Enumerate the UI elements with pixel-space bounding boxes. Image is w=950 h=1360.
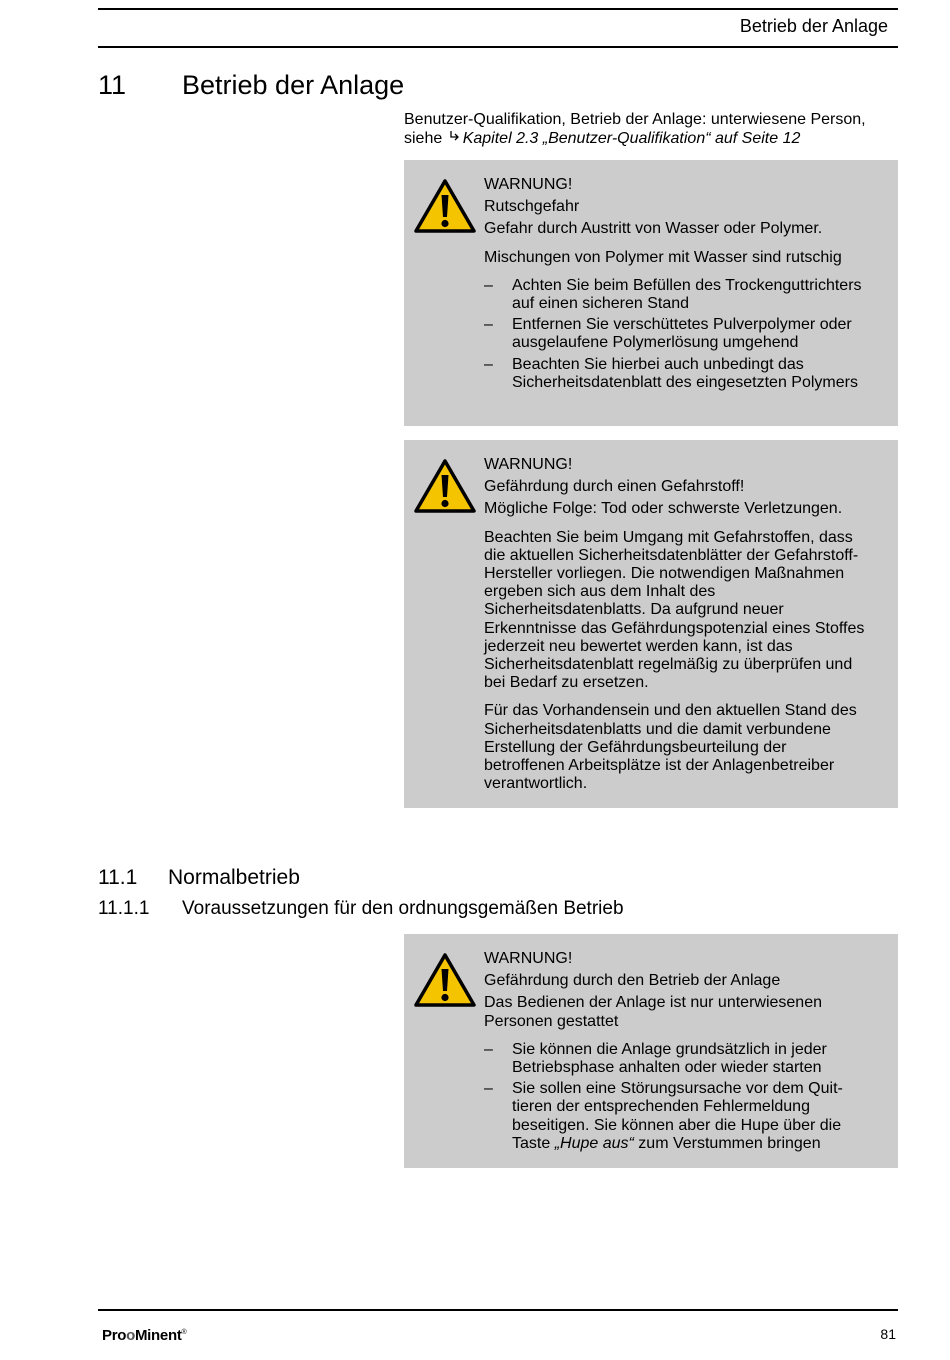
warning-box-slip-hazard — [404, 160, 898, 426]
warning-signal-word: WARNUNG! — [484, 950, 573, 967]
warning-box-hazardous-substance — [404, 440, 898, 808]
chapter-heading — [98, 70, 404, 101]
section-heading — [98, 866, 300, 890]
running-header: Betrieb der Anlage — [739, 16, 888, 36]
prominent-logo — [102, 1327, 186, 1344]
header-rule-top — [98, 8, 898, 10]
list-item: – Entfernen Sie verschüttetes Pulverpolymer oder ausgelaufene Polymerlösung umgehend — [484, 316, 868, 352]
cross-reference-link[interactable]: Kapitel 2.3 „Benutzer-Qualifikation“ auf Seite 12 — [462, 130, 801, 147]
warning-triangle-icon — [413, 952, 477, 1008]
warning-paragraph: Mischungen von Polymer mit Wasser sind rutschig — [484, 248, 842, 266]
button-label-reference: „Hupe aus“ — [554, 1134, 634, 1152]
header-rule-bottom — [98, 46, 898, 48]
list-item — [484, 1080, 868, 1153]
logo-text-minent: Minent — [134, 1327, 182, 1344]
logo-registered-mark: ® — [181, 1329, 187, 1336]
warning-measures-list — [484, 277, 868, 392]
list-item: – Achten Sie beim Befüllen des Trockenguttrichters auf einen sicheren Stand — [484, 277, 868, 313]
intro-text: Benutzer-Qualifikation, Betrieb der Anlage: unterwiesene Person, siehe — [404, 111, 866, 147]
subsection-title: Voraussetzungen für den ordnungsgemäßen Betrieb — [182, 898, 624, 919]
warning-triangle-icon — [413, 178, 477, 234]
logo-text-o: o — [126, 1327, 135, 1344]
warning-paragraph: Beachten Sie beim Umgang mit Gefahrstoffen, dass die aktuellen Sicherheitsdatenblätter der Gefahrstoff-Hersteller vorliegen. Die notwendigen Maßnahmen ergeben sich aus dem Inhalt des Sicherheitsdatenblatts. Da aufgrund neuer Erkenntnisse das Gefährdungspotenzial eines Stoffes jederzeit neu bewertet werden kann, ist das Sicherheitsdatenblatt regelmäßig zu überprüfen und bei Bedarf zu ersetzen. — [484, 528, 865, 692]
warning-description: Gefahr durch Austritt von Wasser oder Polymer. — [484, 220, 823, 238]
intro-paragraph — [404, 110, 898, 148]
list-item: – Sie können die Anlage grundsätzlich in jeder Betriebsphase anhalten oder wieder starten — [484, 1041, 868, 1077]
subsection-heading — [98, 898, 624, 920]
warning-description: Das Bedienen der Anlage ist nur unterwiesenen Personen gestattet — [484, 994, 822, 1030]
warning-signal-word: WARNUNG! — [484, 176, 573, 193]
section-number: 11.1 — [98, 866, 138, 889]
cross-reference-arrow-icon — [447, 129, 463, 148]
warning-signal-word: WARNUNG! — [484, 456, 573, 473]
warning-title: Gefährdung durch den Betrieb der Anlage — [484, 972, 781, 990]
footer-rule — [98, 1309, 898, 1311]
warning-title: Rutschgefahr — [484, 198, 580, 216]
warning-measures-list — [484, 1041, 868, 1153]
chapter-number: 11 — [98, 70, 127, 100]
subsection-number: 11.1.1 — [98, 898, 150, 919]
list-item-text: zum Verstummen bringen — [633, 1134, 821, 1152]
warning-triangle-icon — [413, 458, 477, 514]
logo-text-pro: Pro — [102, 1327, 127, 1344]
page-number: 81 — [880, 1326, 896, 1342]
chapter-title: Betrieb der Anlage — [182, 70, 405, 100]
warning-box-plant-operation — [404, 934, 898, 1168]
warning-paragraph: Für das Vorhandensein und den aktuellen Stand des Sicherheitsdatenblatts und die damit verbundene Erstellung der Gefährdungsbeurteilung der betroffenen Arbeitsplätze ist der Anlagenbetreiber verantwortlich. — [484, 702, 857, 793]
list-item: – Beachten Sie hierbei auch unbedingt das Sicherheitsdatenblatt des eingesetzten Polymers — [484, 356, 868, 392]
section-title: Normalbetrieb — [168, 866, 300, 889]
list-item-text: Sie sollen eine Störungsursache vor dem Quittieren der entsprechenden Fehlermeldung beseitigen. Sie können aber die Hupe über die Taste — [512, 1080, 843, 1152]
warning-description: Mögliche Folge: Tod oder schwerste Verletzungen. — [484, 500, 843, 518]
warning-title: Gefährdung durch einen Gefahrstoff! — [484, 478, 745, 496]
